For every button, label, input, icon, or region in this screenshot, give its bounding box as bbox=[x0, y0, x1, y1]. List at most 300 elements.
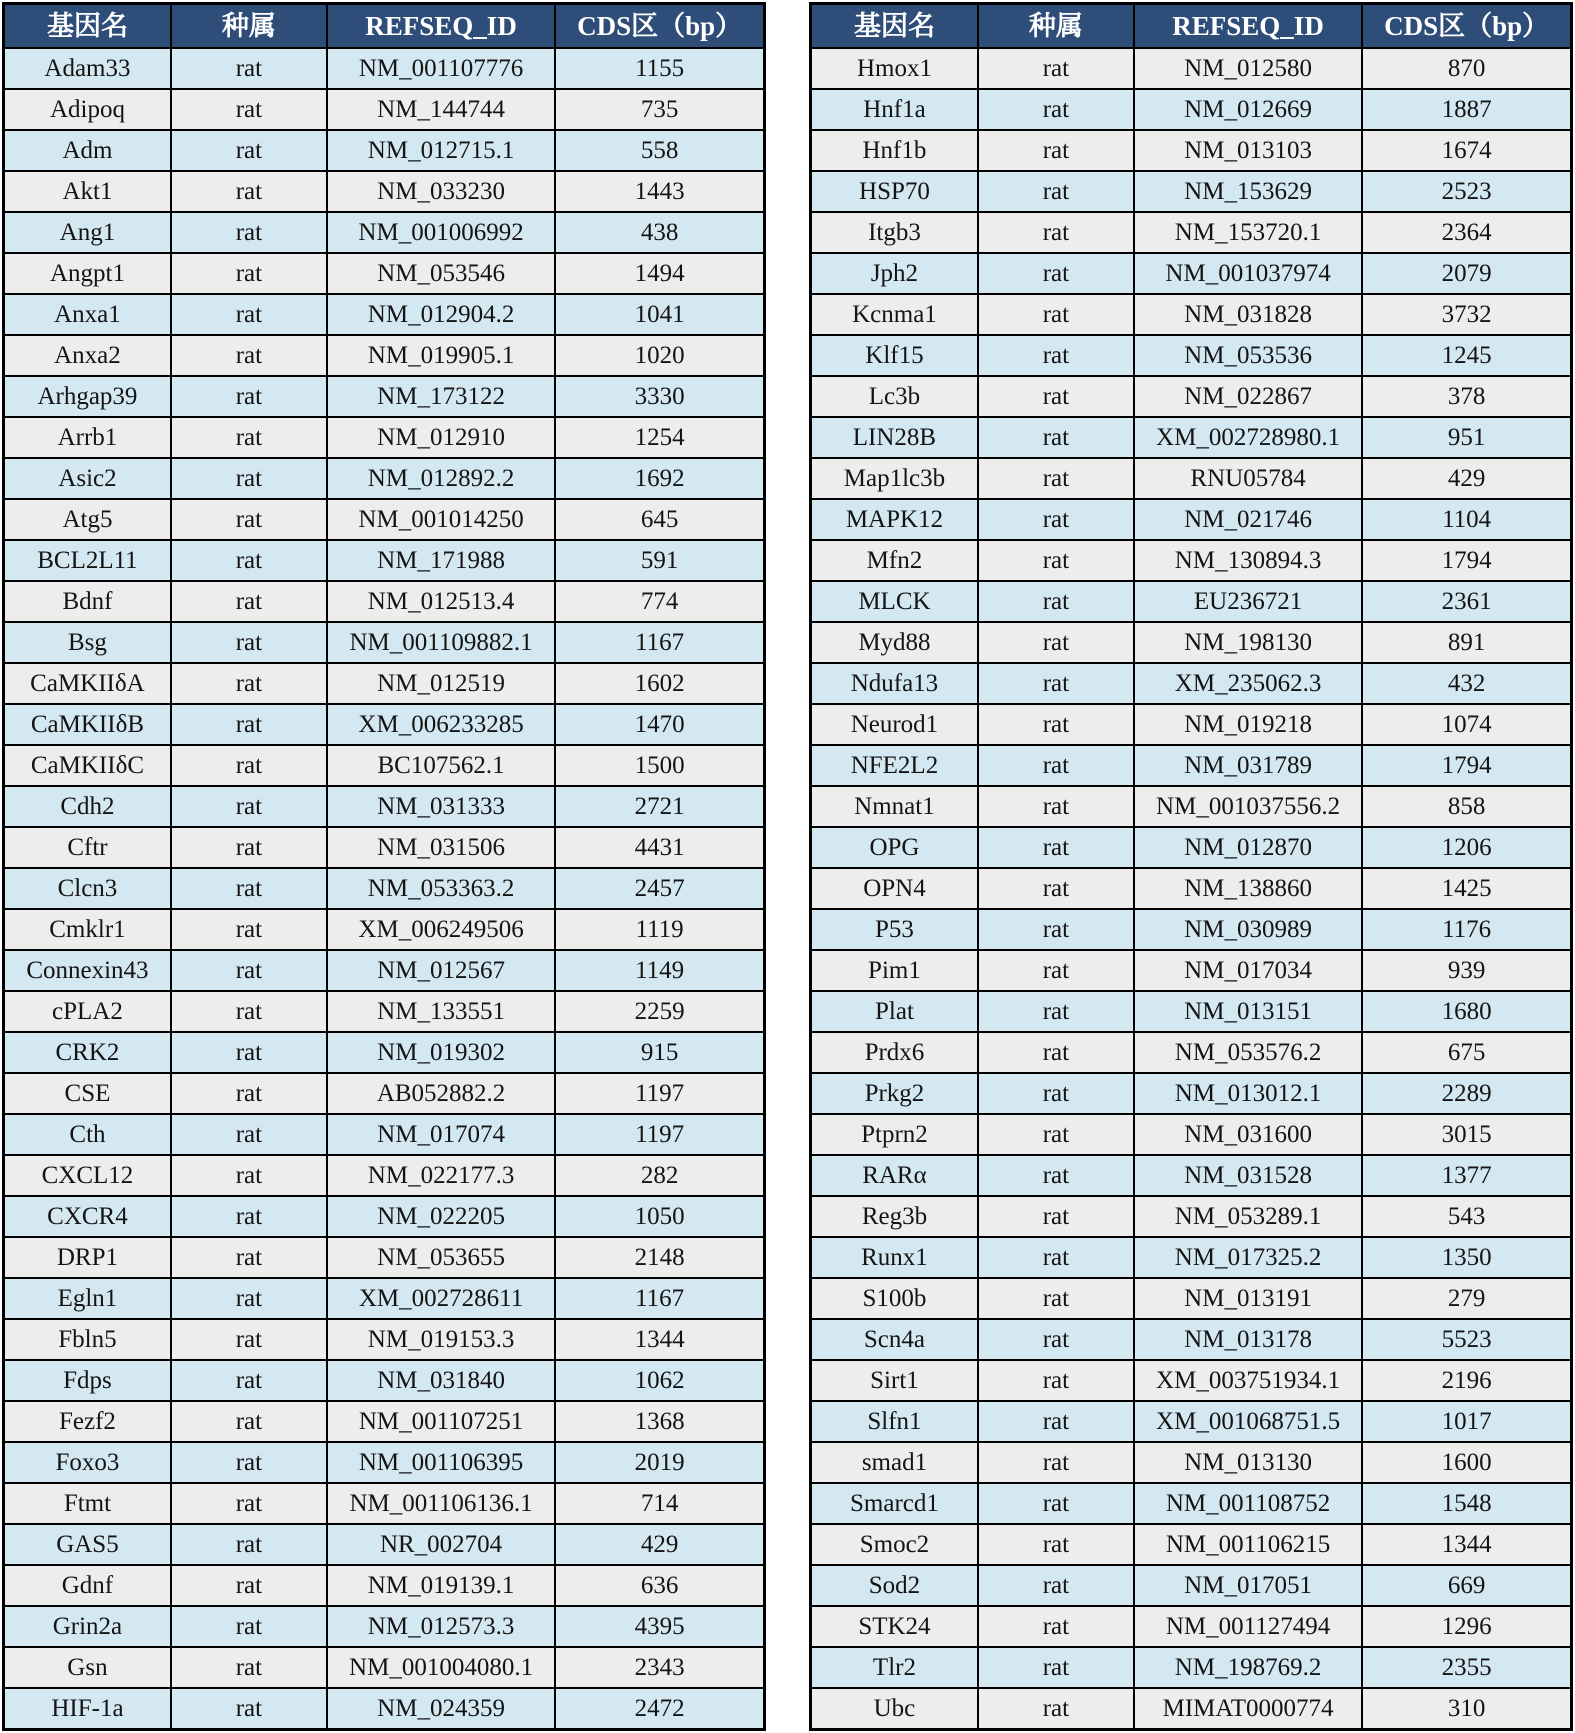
refseq-id-cell: NM_030989 bbox=[1134, 909, 1362, 950]
species-cell: rat bbox=[171, 48, 327, 89]
cds-length-cell: 915 bbox=[555, 1032, 764, 1073]
table-row bbox=[4, 417, 765, 458]
refseq-id-cell: NM_013151 bbox=[1134, 991, 1362, 1032]
species-cell: rat bbox=[171, 1114, 327, 1155]
refseq-id-cell: NM_019139.1 bbox=[327, 1565, 555, 1606]
table-row bbox=[4, 663, 765, 704]
refseq-id-cell: NM_053576.2 bbox=[1134, 1032, 1362, 1073]
table-row bbox=[4, 1688, 765, 1730]
cds-length-cell: 2196 bbox=[1362, 1360, 1571, 1401]
refseq-id-cell: NM_022177.3 bbox=[327, 1155, 555, 1196]
cds-length-cell: 1368 bbox=[555, 1401, 764, 1442]
table-body bbox=[811, 48, 1572, 1730]
table-row bbox=[811, 417, 1572, 458]
refseq-id-cell: NM_012669 bbox=[1134, 89, 1362, 130]
gene-name-cell: Kcnma1 bbox=[811, 294, 978, 335]
table-row bbox=[4, 1606, 765, 1647]
header-refseq-id: REFSEQ_ID bbox=[327, 4, 555, 49]
table-row bbox=[4, 1524, 765, 1565]
species-cell: rat bbox=[978, 48, 1134, 89]
refseq-id-cell: NM_012910 bbox=[327, 417, 555, 458]
cds-length-cell: 1674 bbox=[1362, 130, 1571, 171]
refseq-id-cell: NM_001037974 bbox=[1134, 253, 1362, 294]
gene-name-cell: Cdh2 bbox=[4, 786, 171, 827]
species-cell: rat bbox=[978, 745, 1134, 786]
table-row bbox=[811, 745, 1572, 786]
species-cell: rat bbox=[171, 991, 327, 1032]
table-row bbox=[811, 1688, 1572, 1730]
species-cell: rat bbox=[978, 417, 1134, 458]
gene-name-cell: cPLA2 bbox=[4, 991, 171, 1032]
species-cell: rat bbox=[978, 581, 1134, 622]
gene-name-cell: BCL2L11 bbox=[4, 540, 171, 581]
table-row bbox=[4, 48, 765, 89]
cds-length-cell: 1119 bbox=[555, 909, 764, 950]
header-species: 种属 bbox=[171, 4, 327, 49]
refseq-id-cell: MIMAT0000774 bbox=[1134, 1688, 1362, 1730]
gene-name-cell: Gsn bbox=[4, 1647, 171, 1688]
refseq-id-cell: NM_031789 bbox=[1134, 745, 1362, 786]
table-row bbox=[4, 745, 765, 786]
cds-length-cell: 1245 bbox=[1362, 335, 1571, 376]
refseq-id-cell: NM_012904.2 bbox=[327, 294, 555, 335]
table-row bbox=[811, 499, 1572, 540]
gene-table-left bbox=[2, 2, 766, 1731]
species-cell: rat bbox=[171, 622, 327, 663]
cds-length-cell: 1197 bbox=[555, 1114, 764, 1155]
table-row bbox=[4, 1073, 765, 1114]
gene-name-cell: Neurod1 bbox=[811, 704, 978, 745]
gene-name-cell: CaMKIIδA bbox=[4, 663, 171, 704]
cds-length-cell: 2523 bbox=[1362, 171, 1571, 212]
cds-length-cell: 1296 bbox=[1362, 1606, 1571, 1647]
species-cell: rat bbox=[978, 130, 1134, 171]
refseq-id-cell: NM_019302 bbox=[327, 1032, 555, 1073]
header-cds-region: CDS区（bp） bbox=[555, 4, 764, 49]
gene-name-cell: MLCK bbox=[811, 581, 978, 622]
cds-length-cell: 891 bbox=[1362, 622, 1571, 663]
gene-name-cell: S100b bbox=[811, 1278, 978, 1319]
gene-name-cell: Sod2 bbox=[811, 1565, 978, 1606]
species-cell: rat bbox=[171, 417, 327, 458]
cds-length-cell: 870 bbox=[1362, 48, 1571, 89]
refseq-id-cell: NM_053655 bbox=[327, 1237, 555, 1278]
species-cell: rat bbox=[171, 704, 327, 745]
table-row bbox=[811, 950, 1572, 991]
cds-length-cell: 378 bbox=[1362, 376, 1571, 417]
refseq-id-cell: NM_021746 bbox=[1134, 499, 1362, 540]
species-cell: rat bbox=[171, 335, 327, 376]
gene-name-cell: Akt1 bbox=[4, 171, 171, 212]
gene-name-cell: Pim1 bbox=[811, 950, 978, 991]
cds-length-cell: 558 bbox=[555, 130, 764, 171]
refseq-id-cell: NM_017325.2 bbox=[1134, 1237, 1362, 1278]
cds-length-cell: 1155 bbox=[555, 48, 764, 89]
refseq-id-cell: NM_001006992 bbox=[327, 212, 555, 253]
species-cell: rat bbox=[978, 1360, 1134, 1401]
table-row bbox=[4, 1565, 765, 1606]
cds-length-cell: 5523 bbox=[1362, 1319, 1571, 1360]
table-row bbox=[4, 868, 765, 909]
refseq-id-cell: NM_012567 bbox=[327, 950, 555, 991]
species-cell: rat bbox=[171, 827, 327, 868]
table-row bbox=[811, 1237, 1572, 1278]
gene-name-cell: Hmox1 bbox=[811, 48, 978, 89]
table-row bbox=[811, 540, 1572, 581]
species-cell: rat bbox=[978, 212, 1134, 253]
refseq-id-cell: NM_019218 bbox=[1134, 704, 1362, 745]
species-cell: rat bbox=[978, 1196, 1134, 1237]
cds-length-cell: 645 bbox=[555, 499, 764, 540]
refseq-id-cell: RNU05784 bbox=[1134, 458, 1362, 499]
gene-name-cell: Fezf2 bbox=[4, 1401, 171, 1442]
refseq-id-cell: NM_019905.1 bbox=[327, 335, 555, 376]
species-cell: rat bbox=[978, 868, 1134, 909]
table-row bbox=[811, 1032, 1572, 1073]
species-cell: rat bbox=[171, 130, 327, 171]
species-cell: rat bbox=[171, 786, 327, 827]
gene-name-cell: Foxo3 bbox=[4, 1442, 171, 1483]
gene-name-cell: Hnf1a bbox=[811, 89, 978, 130]
refseq-id-cell: NM_013012.1 bbox=[1134, 1073, 1362, 1114]
gene-name-cell: RARα bbox=[811, 1155, 978, 1196]
species-cell: rat bbox=[171, 212, 327, 253]
cds-length-cell: 1548 bbox=[1362, 1483, 1571, 1524]
table-row bbox=[811, 827, 1572, 868]
cds-length-cell: 1350 bbox=[1362, 1237, 1571, 1278]
gene-name-cell: Bsg bbox=[4, 622, 171, 663]
species-cell: rat bbox=[171, 1237, 327, 1278]
cds-length-cell: 543 bbox=[1362, 1196, 1571, 1237]
table-row bbox=[811, 1073, 1572, 1114]
gene-name-cell: Ang1 bbox=[4, 212, 171, 253]
cds-length-cell: 1206 bbox=[1362, 827, 1571, 868]
cds-length-cell: 1500 bbox=[555, 745, 764, 786]
species-cell: rat bbox=[978, 1319, 1134, 1360]
gene-name-cell: Bdnf bbox=[4, 581, 171, 622]
cds-length-cell: 2472 bbox=[555, 1688, 764, 1730]
gene-name-cell: Prkg2 bbox=[811, 1073, 978, 1114]
cds-length-cell: 591 bbox=[555, 540, 764, 581]
table-row bbox=[4, 1032, 765, 1073]
species-cell: rat bbox=[171, 1278, 327, 1319]
refseq-id-cell: NM_012519 bbox=[327, 663, 555, 704]
species-cell: rat bbox=[171, 1073, 327, 1114]
gene-name-cell: P53 bbox=[811, 909, 978, 950]
gene-name-cell: Adipoq bbox=[4, 89, 171, 130]
gene-name-cell: Smoc2 bbox=[811, 1524, 978, 1565]
refseq-id-cell: NM_153629 bbox=[1134, 171, 1362, 212]
gene-name-cell: Clcn3 bbox=[4, 868, 171, 909]
species-cell: rat bbox=[978, 663, 1134, 704]
refseq-id-cell: NM_001107251 bbox=[327, 1401, 555, 1442]
gene-name-cell: DRP1 bbox=[4, 1237, 171, 1278]
species-cell: rat bbox=[978, 1442, 1134, 1483]
cds-length-cell: 4395 bbox=[555, 1606, 764, 1647]
gene-name-cell: Nmnat1 bbox=[811, 786, 978, 827]
gene-name-cell: Plat bbox=[811, 991, 978, 1032]
table-row bbox=[4, 950, 765, 991]
table-row bbox=[811, 1360, 1572, 1401]
cds-length-cell: 1344 bbox=[555, 1319, 764, 1360]
species-cell: rat bbox=[171, 950, 327, 991]
refseq-id-cell: NM_130894.3 bbox=[1134, 540, 1362, 581]
species-cell: rat bbox=[978, 1114, 1134, 1155]
refseq-id-cell: NM_053289.1 bbox=[1134, 1196, 1362, 1237]
gene-name-cell: Myd88 bbox=[811, 622, 978, 663]
gene-name-cell: Grin2a bbox=[4, 1606, 171, 1647]
cds-length-cell: 669 bbox=[1362, 1565, 1571, 1606]
refseq-id-cell: NM_017034 bbox=[1134, 950, 1362, 991]
refseq-id-cell: NM_013191 bbox=[1134, 1278, 1362, 1319]
header-gene-name: 基因名 bbox=[4, 4, 171, 49]
table-row bbox=[4, 1442, 765, 1483]
gene-name-cell: Anxa2 bbox=[4, 335, 171, 376]
cds-length-cell: 939 bbox=[1362, 950, 1571, 991]
cds-length-cell: 279 bbox=[1362, 1278, 1571, 1319]
cds-length-cell: 1692 bbox=[555, 458, 764, 499]
refseq-id-cell: NM_033230 bbox=[327, 171, 555, 212]
cds-length-cell: 1680 bbox=[1362, 991, 1571, 1032]
cds-length-cell: 2364 bbox=[1362, 212, 1571, 253]
refseq-id-cell: NM_001106136.1 bbox=[327, 1483, 555, 1524]
species-cell: rat bbox=[171, 540, 327, 581]
refseq-id-cell: NM_133551 bbox=[327, 991, 555, 1032]
species-cell: rat bbox=[978, 1032, 1134, 1073]
gene-name-cell: Smarcd1 bbox=[811, 1483, 978, 1524]
cds-length-cell: 1017 bbox=[1362, 1401, 1571, 1442]
gene-name-cell: Egln1 bbox=[4, 1278, 171, 1319]
species-cell: rat bbox=[171, 745, 327, 786]
refseq-id-cell: NM_053363.2 bbox=[327, 868, 555, 909]
table-row bbox=[811, 581, 1572, 622]
table-row bbox=[4, 294, 765, 335]
refseq-id-cell: NM_001109882.1 bbox=[327, 622, 555, 663]
cds-length-cell: 1041 bbox=[555, 294, 764, 335]
refseq-id-cell: EU236721 bbox=[1134, 581, 1362, 622]
species-cell: rat bbox=[978, 458, 1134, 499]
gene-name-cell: CaMKIIδC bbox=[4, 745, 171, 786]
table-row bbox=[4, 130, 765, 171]
gene-name-cell: Anxa1 bbox=[4, 294, 171, 335]
species-cell: rat bbox=[978, 376, 1134, 417]
refseq-id-cell: NM_198769.2 bbox=[1134, 1647, 1362, 1688]
refseq-id-cell: NM_012892.2 bbox=[327, 458, 555, 499]
gene-name-cell: Cth bbox=[4, 1114, 171, 1155]
cds-length-cell: 1062 bbox=[555, 1360, 764, 1401]
species-cell: rat bbox=[978, 540, 1134, 581]
refseq-id-cell: XM_006233285 bbox=[327, 704, 555, 745]
species-cell: rat bbox=[171, 376, 327, 417]
refseq-id-cell: XM_235062.3 bbox=[1134, 663, 1362, 704]
gene-name-cell: Mfn2 bbox=[811, 540, 978, 581]
table-row bbox=[811, 991, 1572, 1032]
gene-name-cell: OPG bbox=[811, 827, 978, 868]
gene-name-cell: CXCL12 bbox=[4, 1155, 171, 1196]
cds-length-cell: 1425 bbox=[1362, 868, 1571, 909]
refseq-id-cell: NM_031840 bbox=[327, 1360, 555, 1401]
species-cell: rat bbox=[171, 1647, 327, 1688]
species-cell: rat bbox=[171, 581, 327, 622]
gene-name-cell: Adam33 bbox=[4, 48, 171, 89]
species-cell: rat bbox=[978, 335, 1134, 376]
cds-length-cell: 3330 bbox=[555, 376, 764, 417]
gene-name-cell: CRK2 bbox=[4, 1032, 171, 1073]
gene-name-cell: Jph2 bbox=[811, 253, 978, 294]
species-cell: rat bbox=[171, 1442, 327, 1483]
cds-length-cell: 2148 bbox=[555, 1237, 764, 1278]
species-cell: rat bbox=[978, 1155, 1134, 1196]
refseq-id-cell: XM_006249506 bbox=[327, 909, 555, 950]
cds-length-cell: 1443 bbox=[555, 171, 764, 212]
table-row bbox=[4, 1114, 765, 1155]
cds-length-cell: 858 bbox=[1362, 786, 1571, 827]
header-species: 种属 bbox=[978, 4, 1134, 49]
table-row bbox=[811, 868, 1572, 909]
table-row bbox=[4, 1360, 765, 1401]
refseq-id-cell: NM_001108752 bbox=[1134, 1483, 1362, 1524]
gene-name-cell: Map1lc3b bbox=[811, 458, 978, 499]
refseq-id-cell: NM_144744 bbox=[327, 89, 555, 130]
species-cell: rat bbox=[978, 1688, 1134, 1730]
gene-name-cell: Tlr2 bbox=[811, 1647, 978, 1688]
table-row bbox=[4, 89, 765, 130]
gene-name-cell: CaMKIIδB bbox=[4, 704, 171, 745]
table-row bbox=[811, 1483, 1572, 1524]
cds-length-cell: 1494 bbox=[555, 253, 764, 294]
cds-length-cell: 951 bbox=[1362, 417, 1571, 458]
gene-name-cell: Slfn1 bbox=[811, 1401, 978, 1442]
table-row bbox=[4, 1401, 765, 1442]
cds-length-cell: 1167 bbox=[555, 622, 764, 663]
cds-length-cell: 1050 bbox=[555, 1196, 764, 1237]
refseq-id-cell: NM_001037556.2 bbox=[1134, 786, 1362, 827]
table-row bbox=[4, 1237, 765, 1278]
refseq-id-cell: NM_024359 bbox=[327, 1688, 555, 1730]
refseq-id-cell: NM_022205 bbox=[327, 1196, 555, 1237]
table-row bbox=[811, 909, 1572, 950]
gene-name-cell: Lc3b bbox=[811, 376, 978, 417]
gene-name-cell: Arrb1 bbox=[4, 417, 171, 458]
cds-length-cell: 1377 bbox=[1362, 1155, 1571, 1196]
cds-length-cell: 3015 bbox=[1362, 1114, 1571, 1155]
refseq-id-cell: XM_002728611 bbox=[327, 1278, 555, 1319]
header-refseq-id: REFSEQ_ID bbox=[1134, 4, 1362, 49]
species-cell: rat bbox=[171, 171, 327, 212]
refseq-id-cell: NM_012580 bbox=[1134, 48, 1362, 89]
species-cell: rat bbox=[171, 1196, 327, 1237]
refseq-id-cell: NM_012573.3 bbox=[327, 1606, 555, 1647]
species-cell: rat bbox=[171, 1319, 327, 1360]
gene-name-cell: Arhgap39 bbox=[4, 376, 171, 417]
header-cds-region: CDS区（bp） bbox=[1362, 4, 1571, 49]
cds-length-cell: 2361 bbox=[1362, 581, 1571, 622]
cds-length-cell: 1794 bbox=[1362, 745, 1571, 786]
refseq-id-cell: NM_031828 bbox=[1134, 294, 1362, 335]
species-cell: rat bbox=[171, 1565, 327, 1606]
gene-name-cell: Cftr bbox=[4, 827, 171, 868]
refseq-id-cell: NM_012715.1 bbox=[327, 130, 555, 171]
gene-name-cell: Ndufa13 bbox=[811, 663, 978, 704]
species-cell: rat bbox=[978, 89, 1134, 130]
refseq-id-cell: NM_013103 bbox=[1134, 130, 1362, 171]
species-cell: rat bbox=[171, 89, 327, 130]
species-cell: rat bbox=[978, 294, 1134, 335]
table-row bbox=[4, 1319, 765, 1360]
species-cell: rat bbox=[171, 1401, 327, 1442]
species-cell: rat bbox=[978, 1565, 1134, 1606]
table-row bbox=[4, 827, 765, 868]
table-row bbox=[811, 1401, 1572, 1442]
table-row bbox=[4, 458, 765, 499]
gene-name-cell: HSP70 bbox=[811, 171, 978, 212]
gene-name-cell: LIN28B bbox=[811, 417, 978, 458]
refseq-id-cell: NM_153720.1 bbox=[1134, 212, 1362, 253]
table-row bbox=[811, 786, 1572, 827]
table-row bbox=[811, 253, 1572, 294]
species-cell: rat bbox=[171, 458, 327, 499]
species-cell: rat bbox=[978, 253, 1134, 294]
refseq-id-cell: AB052882.2 bbox=[327, 1073, 555, 1114]
table-row bbox=[4, 212, 765, 253]
cds-length-cell: 714 bbox=[555, 1483, 764, 1524]
table-row bbox=[4, 499, 765, 540]
cds-length-cell: 432 bbox=[1362, 663, 1571, 704]
gene-name-cell: Sirt1 bbox=[811, 1360, 978, 1401]
gene-name-cell: Gdnf bbox=[4, 1565, 171, 1606]
refseq-id-cell: NM_001004080.1 bbox=[327, 1647, 555, 1688]
table-row bbox=[811, 89, 1572, 130]
refseq-id-cell: NM_019153.3 bbox=[327, 1319, 555, 1360]
gene-name-cell: Ftmt bbox=[4, 1483, 171, 1524]
table-header-row bbox=[4, 4, 765, 49]
refseq-id-cell: NM_013130 bbox=[1134, 1442, 1362, 1483]
cds-length-cell: 2343 bbox=[555, 1647, 764, 1688]
refseq-id-cell: NM_138860 bbox=[1134, 868, 1362, 909]
gene-name-cell: Fbln5 bbox=[4, 1319, 171, 1360]
table-body bbox=[4, 48, 765, 1730]
table-row bbox=[811, 1319, 1572, 1360]
table-row bbox=[4, 786, 765, 827]
table-row bbox=[811, 1196, 1572, 1237]
table-row bbox=[811, 212, 1572, 253]
species-cell: rat bbox=[171, 1606, 327, 1647]
refseq-id-cell: NM_031333 bbox=[327, 786, 555, 827]
refseq-id-cell: NM_001106215 bbox=[1134, 1524, 1362, 1565]
gene-name-cell: CXCR4 bbox=[4, 1196, 171, 1237]
table-row bbox=[811, 376, 1572, 417]
species-cell: rat bbox=[171, 868, 327, 909]
cds-length-cell: 2079 bbox=[1362, 253, 1571, 294]
gene-name-cell: Ubc bbox=[811, 1688, 978, 1730]
table-row bbox=[811, 171, 1572, 212]
table-row bbox=[4, 991, 765, 1032]
cds-length-cell: 2289 bbox=[1362, 1073, 1571, 1114]
gene-name-cell: STK24 bbox=[811, 1606, 978, 1647]
table-row bbox=[4, 1155, 765, 1196]
species-cell: rat bbox=[978, 622, 1134, 663]
table-row bbox=[4, 622, 765, 663]
refseq-id-cell: NM_031600 bbox=[1134, 1114, 1362, 1155]
gene-name-cell: CSE bbox=[4, 1073, 171, 1114]
cds-length-cell: 1074 bbox=[1362, 704, 1571, 745]
gene-name-cell: Angpt1 bbox=[4, 253, 171, 294]
species-cell: rat bbox=[978, 1401, 1134, 1442]
gene-name-cell: Atg5 bbox=[4, 499, 171, 540]
cds-length-cell: 1176 bbox=[1362, 909, 1571, 950]
refseq-id-cell: NM_053546 bbox=[327, 253, 555, 294]
gene-name-cell: smad1 bbox=[811, 1442, 978, 1483]
